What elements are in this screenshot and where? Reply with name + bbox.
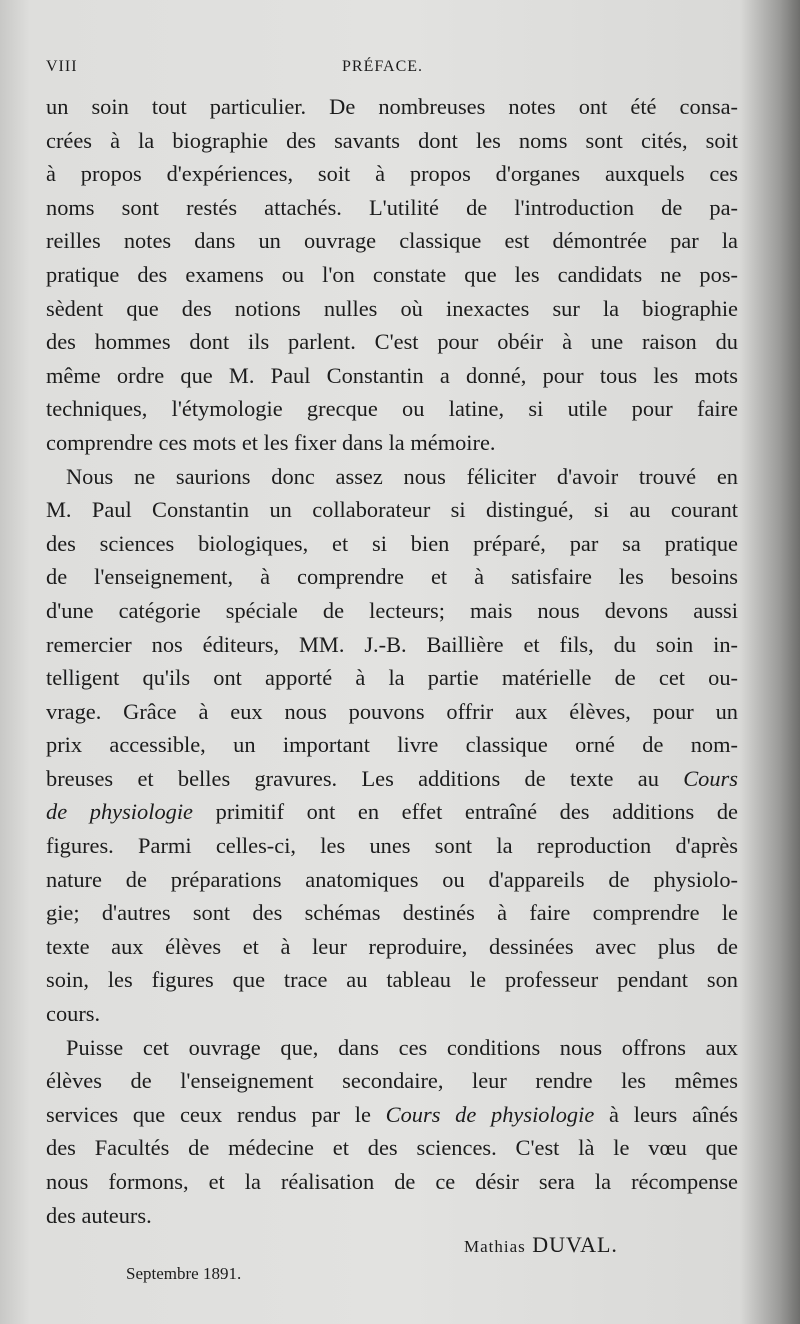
text-line — [46, 1098, 738, 1132]
line-text: à leurs aînés — [609, 1101, 738, 1127]
text-line: des sciences biologiques, et si bien préparé, par sa pratique — [46, 530, 738, 556]
text-line: à propos d'expériences, soit à propos d'organes auxquels ces — [46, 161, 738, 187]
text-line: d'une catégorie spéciale de lecteurs; mais nous devons aussi — [46, 597, 738, 623]
text-line: telligent qu'ils ont apporté à la partie matérielle de cet ou- — [46, 665, 738, 691]
text-line: prix accessible, un important livre classique orné de nom- — [46, 732, 738, 758]
text-line: gie; d'autres sont des schémas destinés à faire comprendre le — [46, 900, 738, 926]
text-line: nature de préparations anatomiques ou d'appareils de physiolo- — [46, 866, 738, 892]
running-head — [46, 58, 746, 82]
date-line: Septembre 1891. — [126, 1264, 242, 1283]
text-line: des hommes dont ils parlent. C'est pour obéir à une raison du — [46, 329, 738, 355]
line-text: breuses et belles gravures. Les additions de texte au — [46, 765, 659, 791]
author-signature — [464, 1232, 618, 1258]
text-line: vrage. Grâce à eux nous pouvons offrir aux élèves, pour un — [46, 698, 738, 724]
text-line: Nous ne saurions donc assez nous féliciter d'avoir trouvé en — [66, 463, 738, 489]
line-text: services que ceux rendus par le — [46, 1101, 371, 1127]
text-line: M. Paul Constantin un collaborateur si distingué, si au courant — [46, 497, 738, 523]
author-first-name: Mathias — [464, 1237, 526, 1256]
text-line: pratique des examens ou l'on constate que les candidats ne pos- — [46, 261, 738, 287]
text-line: remercier nos éditeurs, MM. J.-B. Baillière et fils, du soin in- — [46, 631, 738, 657]
line-text: primitif ont en effet entraîné des additions de — [215, 799, 738, 825]
text-line: un soin tout particulier. De nombreuses notes ont été consa- — [46, 94, 738, 119]
paragraph-2 — [46, 460, 738, 1031]
text-line: figures. Parmi celles-ci, les unes sont la reproduction d'après — [46, 833, 738, 859]
italic-title: de physiologie — [46, 799, 193, 825]
running-title: PRÉFACE. — [342, 58, 424, 75]
paragraph-3 — [46, 1031, 738, 1233]
text-line — [46, 795, 738, 829]
text-line: de l'enseignement, à comprendre et à satisfaire les besoins — [46, 564, 738, 590]
text-line: noms sont restés attachés. L'utilité de l'introduction de pa- — [46, 194, 738, 220]
paragraph-1 — [46, 90, 738, 460]
text-line: texte aux élèves et à leur reproduire, dessinées avec plus de — [46, 933, 738, 959]
page-number: VIII — [46, 58, 78, 75]
text-line: crées à la biographie des savants dont les noms sont cités, soit — [46, 127, 738, 153]
text-line: des Facultés de médecine et des sciences. C'est là le vœu que — [46, 1135, 738, 1161]
italic-title: Cours de physiologie — [385, 1101, 595, 1127]
text-line: sèdent que des notions nulles où inexactes sur la biographie — [46, 295, 738, 321]
italic-title: Cours — [683, 765, 738, 791]
text-line — [46, 762, 738, 796]
text-line: même ordre que M. Paul Constantin a donné, pour tous les mots — [46, 362, 738, 388]
text-line: des auteurs. — [46, 1202, 152, 1228]
text-line: nous formons, et la réalisation de ce désir sera la récompense — [46, 1169, 738, 1194]
text-line: reilles notes dans un ouvrage classique est démontrée par la — [46, 228, 738, 254]
text-line: Puisse cet ouvrage que, dans ces conditions nous offrons aux — [66, 1034, 738, 1060]
author-last-name: DUVAL. — [532, 1232, 618, 1257]
text-line: comprendre ces mots et les fixer dans la mémoire. — [46, 429, 496, 455]
text-line: élèves de l'enseignement secondaire, leur rendre les mêmes — [46, 1068, 738, 1094]
text-line: cours. — [46, 1001, 101, 1027]
text-line: soin, les figures que trace au tableau le professeur pendant son — [46, 967, 738, 993]
body-text — [46, 90, 738, 1232]
text-line: techniques, l'étymologie grecque ou latine, si utile pour faire — [46, 396, 738, 422]
